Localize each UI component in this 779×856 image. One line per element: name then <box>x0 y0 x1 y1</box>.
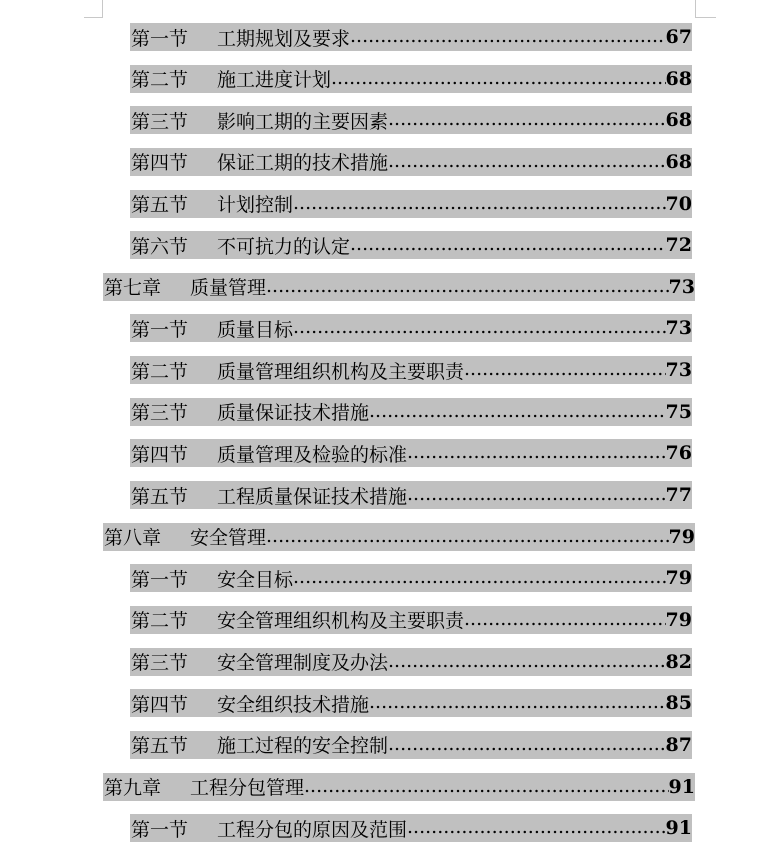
toc-chapter-entry[interactable] <box>103 773 695 801</box>
toc-section-entry[interactable] <box>130 398 692 426</box>
toc-dot-leader <box>293 564 666 592</box>
toc-entry-number: 第一节 <box>131 818 189 841</box>
toc-section-entry[interactable] <box>130 731 692 759</box>
toc-entry-number: 第三节 <box>131 110 189 133</box>
toc-entry-number: 第三节 <box>131 402 189 425</box>
toc-entry-number: 第三节 <box>131 652 189 675</box>
toc-entry-page-number: 68 <box>665 150 692 173</box>
toc-section-entry[interactable] <box>130 23 692 51</box>
toc-entry-page-number: 91 <box>668 775 695 798</box>
toc-entry-title: 安全管理组织机构及主要职责 <box>217 610 465 633</box>
toc-dot-leader <box>388 148 666 176</box>
toc-section-entry[interactable] <box>130 65 692 93</box>
toc-entry-page-number: 77 <box>665 484 692 507</box>
toc-entry-number: 第一节 <box>131 27 189 50</box>
toc-entry-title: 安全目标 <box>217 568 294 591</box>
toc-entry-number: 第五节 <box>131 735 189 758</box>
toc-entry-number: 第一节 <box>131 568 189 591</box>
toc-chapter-entry[interactable] <box>103 523 695 551</box>
toc-entry-number: 第四节 <box>131 152 189 175</box>
toc-dot-leader <box>407 814 666 842</box>
toc-section-entry[interactable] <box>130 648 692 676</box>
toc-entry-title: 影响工期的主要因素 <box>217 110 389 133</box>
toc-entry-title: 安全管理 <box>190 527 267 550</box>
toc-entry-page-number: 75 <box>665 400 692 423</box>
table-of-contents <box>0 23 779 856</box>
toc-dot-leader <box>388 648 666 676</box>
toc-entry-number: 第四节 <box>131 443 189 466</box>
toc-entry-title: 质量保证技术措施 <box>217 402 370 425</box>
toc-dot-leader <box>388 731 666 759</box>
toc-entry-page-number: 73 <box>665 317 692 340</box>
toc-entry-page-number: 73 <box>665 359 692 382</box>
toc-entry-number: 第五节 <box>131 485 189 508</box>
toc-entry-number: 第九章 <box>104 777 162 800</box>
toc-entry-page-number: 79 <box>668 525 695 548</box>
toc-section-entry[interactable] <box>130 356 692 384</box>
toc-entry-number: 第六节 <box>131 235 189 258</box>
page-corner-mark-left <box>84 0 103 18</box>
toc-section-entry[interactable] <box>130 231 692 259</box>
toc-entry-page-number: 73 <box>668 275 695 298</box>
toc-dot-leader <box>293 190 666 218</box>
toc-entry-page-number: 85 <box>665 692 692 715</box>
toc-section-entry[interactable] <box>130 606 692 634</box>
toc-dot-leader <box>407 481 666 509</box>
toc-entry-title: 安全组织技术措施 <box>217 693 370 716</box>
toc-entry-page-number: 82 <box>665 650 692 673</box>
toc-section-entry[interactable] <box>130 190 692 218</box>
toc-dot-leader <box>266 523 669 551</box>
toc-dot-leader <box>293 314 666 342</box>
toc-dot-leader <box>369 398 666 426</box>
toc-entry-page-number: 70 <box>665 192 692 215</box>
toc-dot-leader <box>350 23 666 51</box>
toc-entry-number: 第七章 <box>104 277 162 300</box>
toc-section-entry[interactable] <box>130 689 692 717</box>
toc-entry-title: 不可抗力的认定 <box>217 235 351 258</box>
toc-entry-number: 第五节 <box>131 194 189 217</box>
page-corner-mark-right <box>695 0 716 18</box>
toc-entry-number: 第二节 <box>131 69 189 92</box>
toc-entry-page-number: 67 <box>665 26 692 48</box>
toc-entry-number: 第四节 <box>131 693 189 716</box>
toc-dot-leader <box>304 773 669 801</box>
toc-entry-title: 质量目标 <box>217 318 294 341</box>
toc-entry-title: 工程分包管理 <box>190 777 305 800</box>
toc-section-entry[interactable] <box>130 814 692 842</box>
toc-entry-title: 质量管理 <box>190 277 267 300</box>
toc-dot-leader <box>407 439 666 467</box>
toc-dot-leader <box>350 231 666 259</box>
toc-entry-page-number: 76 <box>665 442 692 465</box>
toc-entry-title: 工期规划及要求 <box>217 27 351 50</box>
toc-dot-leader <box>464 606 666 634</box>
toc-entry-number: 第八章 <box>104 527 162 550</box>
toc-entry-title: 安全管理制度及办法 <box>217 652 389 675</box>
toc-entry-page-number: 72 <box>665 234 692 257</box>
toc-section-entry[interactable] <box>130 314 692 342</box>
toc-section-entry[interactable] <box>130 106 692 134</box>
toc-entry-page-number: 87 <box>665 733 692 756</box>
toc-section-entry[interactable] <box>130 148 692 176</box>
toc-section-entry[interactable] <box>130 481 692 509</box>
toc-dot-leader <box>369 689 666 717</box>
toc-entry-title: 保证工期的技术措施 <box>217 152 389 175</box>
toc-entry-title: 质量管理及检验的标准 <box>217 443 408 466</box>
toc-entry-title: 工程分包的原因及范围 <box>217 818 408 841</box>
toc-section-entry[interactable] <box>130 564 692 592</box>
toc-entry-page-number: 79 <box>665 608 692 631</box>
toc-entry-title: 施工进度计划 <box>217 69 332 92</box>
toc-dot-leader <box>388 106 666 134</box>
toc-dot-leader <box>464 356 666 384</box>
toc-entry-page-number: 91 <box>665 817 692 840</box>
toc-entry-title: 施工过程的安全控制 <box>217 735 389 758</box>
toc-chapter-entry[interactable] <box>103 273 695 301</box>
toc-entry-number: 第二节 <box>131 610 189 633</box>
toc-dot-leader <box>266 273 669 301</box>
toc-dot-leader <box>331 65 666 93</box>
toc-entry-title: 工程质量保证技术措施 <box>217 485 408 508</box>
toc-entry-page-number: 68 <box>665 109 692 132</box>
toc-entry-number: 第一节 <box>131 318 189 341</box>
toc-entry-title: 计划控制 <box>217 194 294 217</box>
toc-entry-number: 第二节 <box>131 360 189 383</box>
toc-entry-title: 质量管理组织机构及主要职责 <box>217 360 465 383</box>
toc-section-entry[interactable] <box>130 439 692 467</box>
toc-entry-page-number: 68 <box>665 67 692 90</box>
toc-entry-page-number: 79 <box>665 567 692 590</box>
